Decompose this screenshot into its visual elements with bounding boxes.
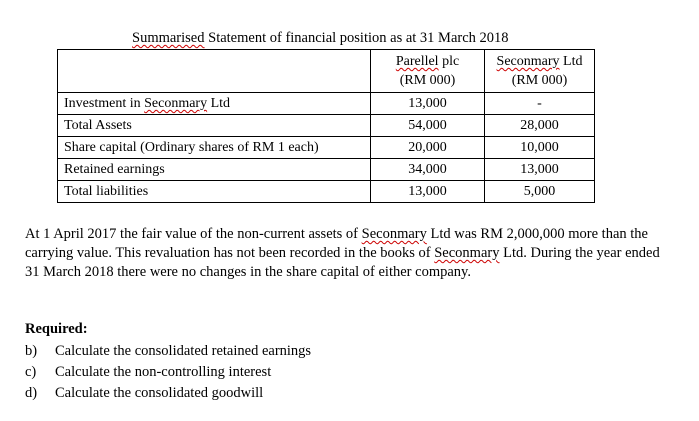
- parent-unit: (RM 000): [399, 73, 456, 88]
- header-parent-cell: [371, 50, 485, 93]
- table-row: [58, 181, 595, 203]
- paragraph-text: Ltd was RM 2,000,000 more than the carrying value. This revaluation has not been recorded in the books of: [25, 226, 648, 261]
- table-row: [58, 93, 595, 115]
- parent-value: 13,000: [371, 181, 485, 203]
- title-first-word: Summarised: [132, 30, 205, 46]
- financial-position-table: [57, 49, 595, 203]
- row-label-suffix: Ltd: [207, 96, 231, 111]
- paragraph-company: Seconmary: [361, 226, 427, 242]
- table-row: [58, 137, 595, 159]
- question-text: Calculate the consolidated goodwill: [55, 385, 264, 401]
- title-rest: Statement of financial position as at 31 March 2018: [204, 30, 509, 46]
- parent-value: 34,000: [371, 159, 485, 181]
- required-heading: Required:: [25, 321, 88, 337]
- table-header-row: [58, 50, 595, 93]
- sub-value: 13,000: [485, 159, 595, 181]
- question-letter: c): [25, 364, 37, 380]
- parent-value: 13,000: [371, 93, 485, 115]
- question-item: [25, 342, 311, 360]
- question-text: Calculate the non-controlling interest: [55, 364, 272, 380]
- sub-value: 10,000: [485, 137, 595, 159]
- sub-value: 5,000: [485, 181, 595, 203]
- statement-title: [132, 30, 509, 46]
- row-label: Share capital (Ordinary shares of RM 1 each): [58, 137, 371, 159]
- paragraph-text: At 1 April 2017 the fair value of the non-current assets of: [25, 226, 362, 242]
- sub-value: 28,000: [485, 115, 595, 137]
- scenario-paragraph: [25, 225, 665, 282]
- sub-unit: (RM 000): [511, 73, 568, 88]
- row-label: [58, 93, 371, 115]
- row-label: Retained earnings: [58, 159, 371, 181]
- row-label-company: Seconmary: [144, 96, 208, 111]
- question-item: [25, 363, 271, 381]
- sub-company-name: Seconmary: [496, 54, 560, 69]
- sub-company-suffix: Ltd: [559, 54, 583, 69]
- table-row: [58, 115, 595, 137]
- question-letter: d): [25, 385, 38, 401]
- row-label: Total Assets: [58, 115, 371, 137]
- parent-company-name: Parellel: [395, 54, 439, 69]
- paragraph-company: Seconmary: [434, 245, 500, 261]
- question-item: [25, 384, 263, 402]
- question-letter: b): [25, 343, 38, 359]
- paragraph-text: Ltd. During the year ended 31 March 2018 there were no changes in the share capital of either company.: [25, 245, 660, 280]
- parent-company-suffix: plc: [438, 54, 460, 69]
- question-text: Calculate the consolidated retained earnings: [55, 343, 312, 359]
- parent-value: 20,000: [371, 137, 485, 159]
- row-label-text: Investment in: [64, 96, 145, 111]
- parent-value: 54,000: [371, 115, 485, 137]
- header-empty-cell: [58, 50, 371, 93]
- sub-value: -: [485, 93, 595, 115]
- row-label: Total liabilities: [58, 181, 371, 203]
- table-row: [58, 159, 595, 181]
- header-sub-cell: [485, 50, 595, 93]
